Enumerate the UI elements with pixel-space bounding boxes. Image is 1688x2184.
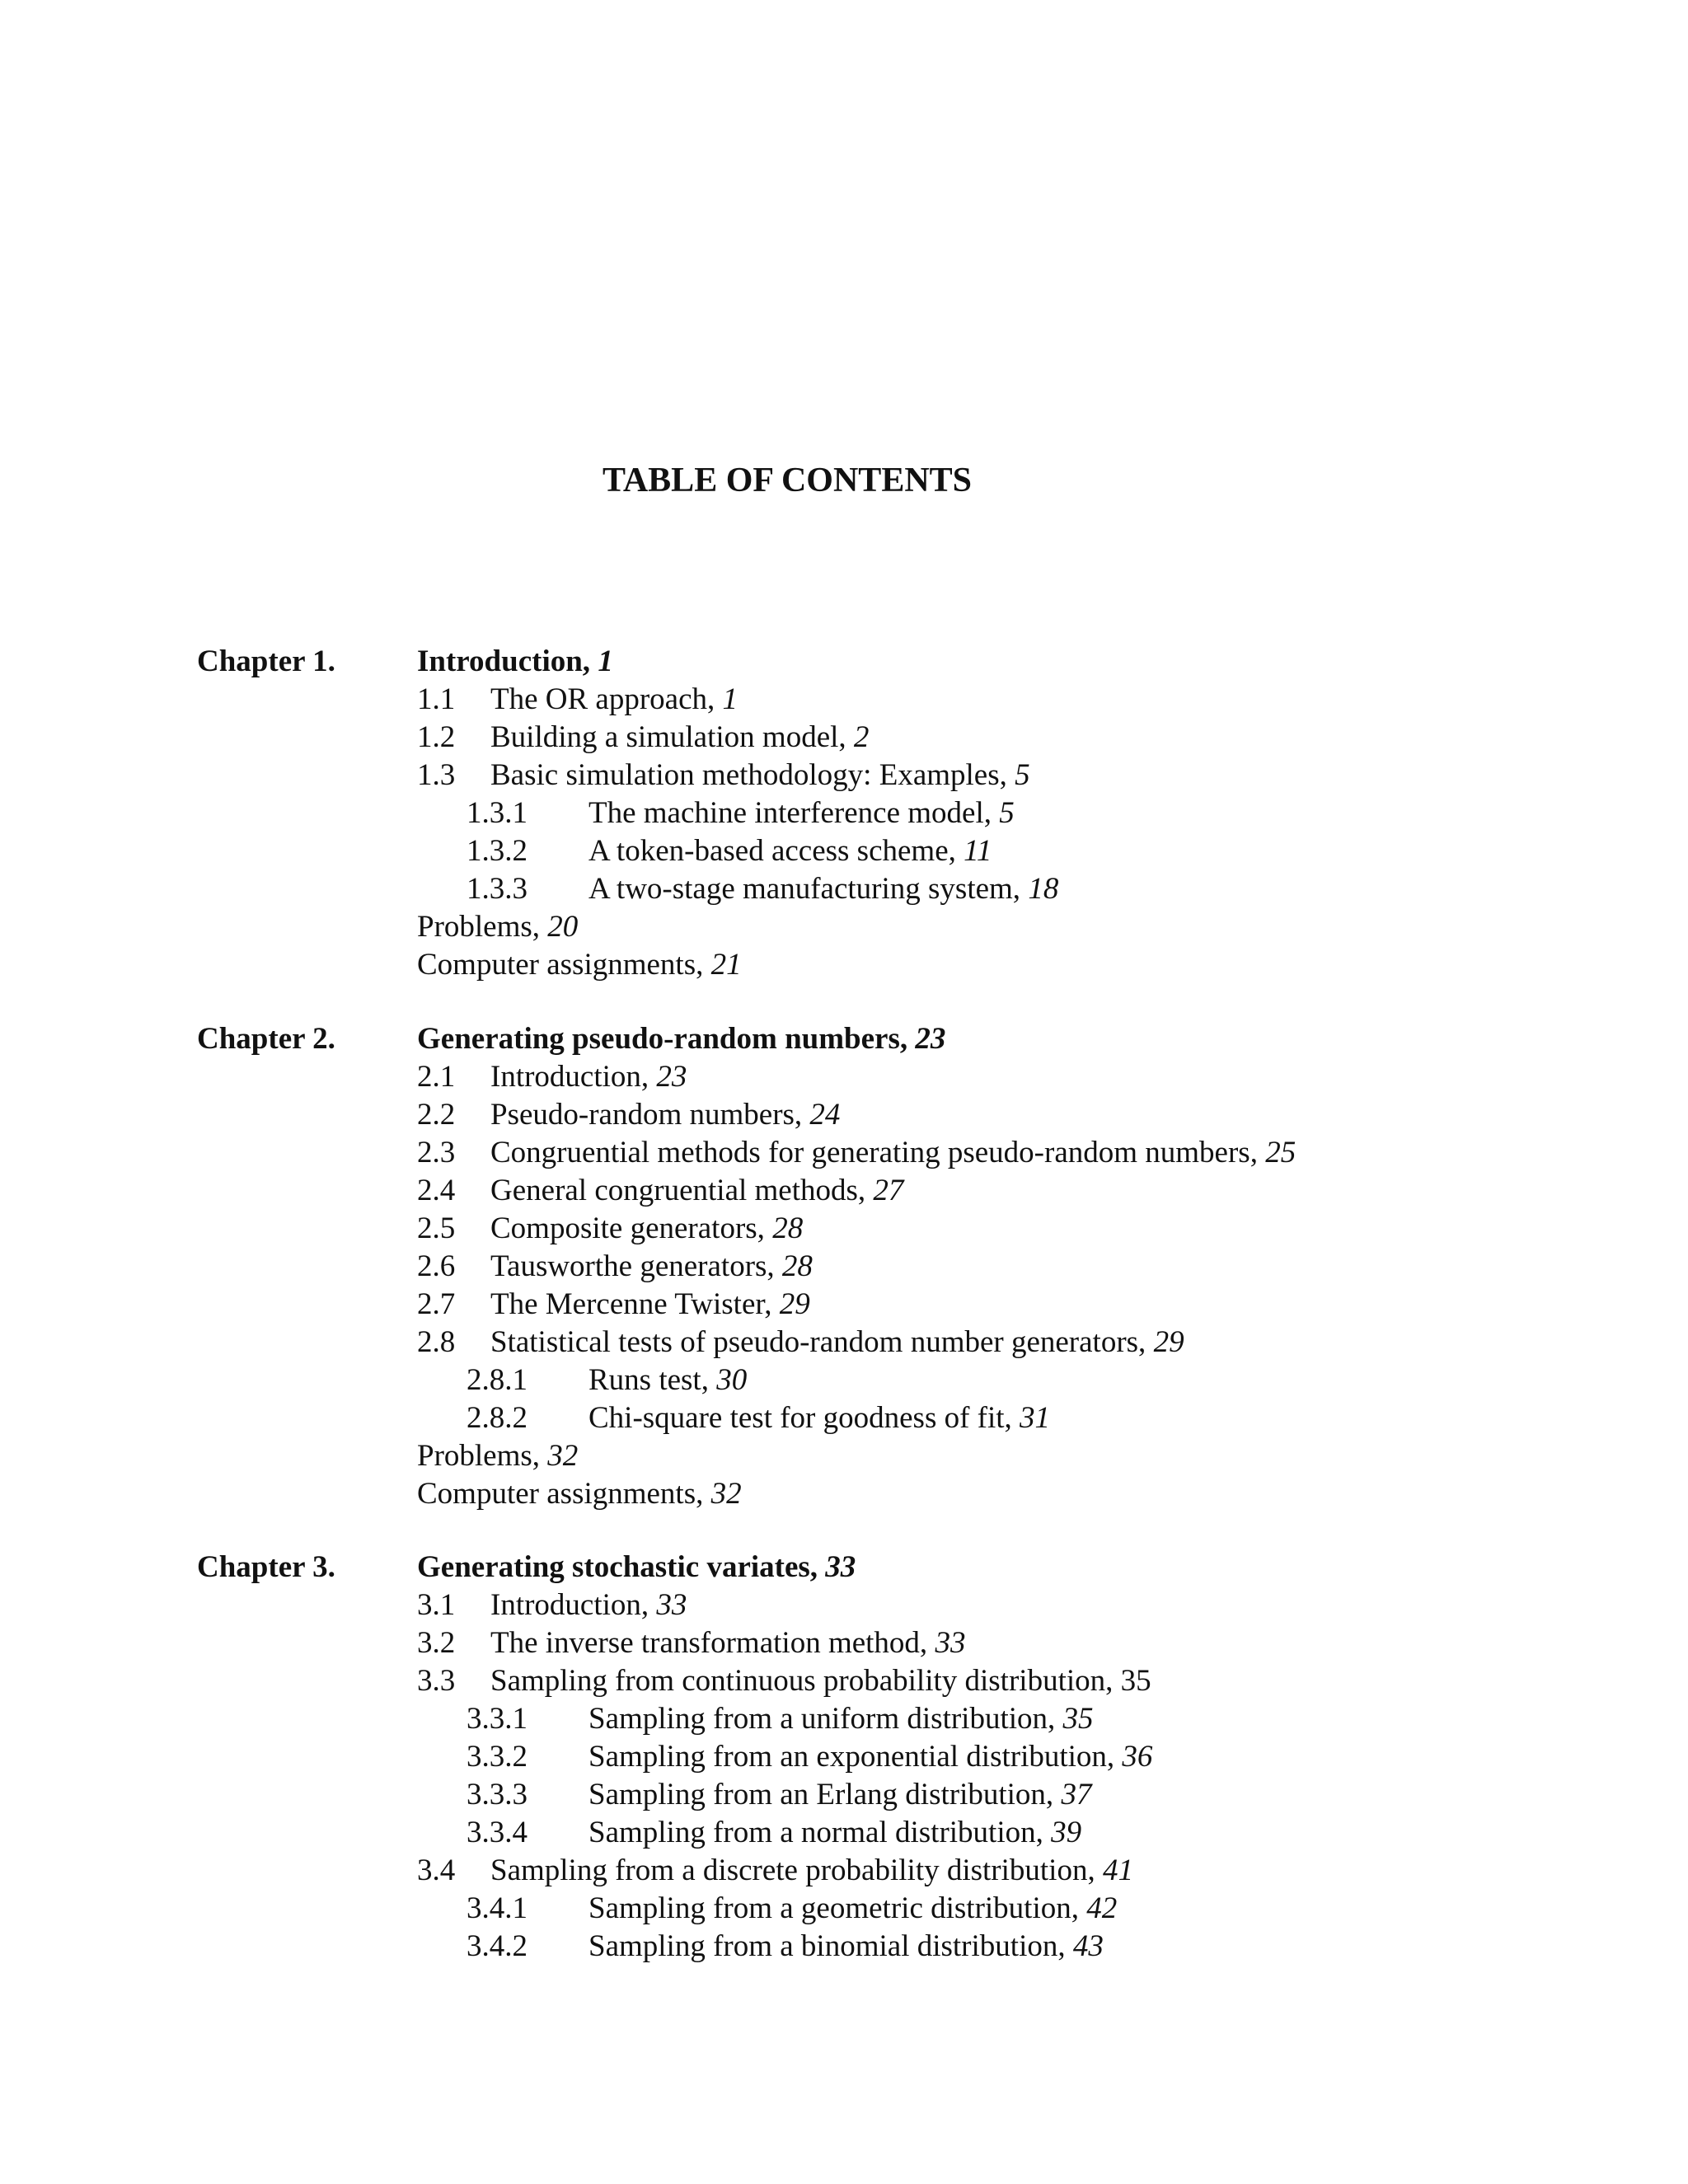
section-number: 3.3.1	[467, 1702, 528, 1736]
toc-entry[interactable]	[0, 1890, 1688, 1928]
toc-entry[interactable]	[0, 1776, 1688, 1814]
section-number: 2.8.1	[467, 1363, 528, 1397]
section-number: 1.3.2	[467, 834, 528, 868]
section-page-number: 30	[716, 1363, 748, 1397]
section-number: 1.3	[417, 758, 456, 792]
chapter-heading[interactable]	[0, 643, 1688, 681]
section-number: 2.8.2	[467, 1401, 528, 1435]
chapter-block	[0, 1549, 1688, 1966]
section-title[interactable]: Sampling from an Erlang distribution, 37	[588, 1778, 1092, 1811]
toc-entry[interactable]	[0, 681, 1688, 719]
section-title[interactable]: Computer assignments, 32	[417, 1477, 742, 1511]
section-number: 2.3	[417, 1136, 456, 1169]
section-page-number: 33	[656, 1588, 687, 1622]
section-number: 3.4.1	[467, 1891, 528, 1925]
section-page-number: 21	[710, 948, 742, 982]
section-title[interactable]: Sampling from a discrete probability distribution, 41	[490, 1854, 1133, 1887]
section-title[interactable]: Composite generators, 28	[490, 1212, 804, 1245]
section-page-number: 5	[999, 796, 1015, 830]
section-title[interactable]: Congruential methods for generating pseudo-random numbers, 25	[490, 1136, 1296, 1169]
section-title[interactable]: Sampling from a geometric distribution, 42	[588, 1891, 1118, 1925]
section-title[interactable]: Statistical tests of pseudo-random number generators, 29	[490, 1325, 1184, 1359]
toc-entry[interactable]	[0, 1361, 1688, 1399]
section-title[interactable]: Sampling from a uniform distribution, 35	[588, 1702, 1094, 1736]
section-page-number: 2	[853, 720, 870, 754]
section-title[interactable]: The inverse transformation method, 33	[490, 1626, 966, 1660]
section-title[interactable]: Pseudo-random numbers, 24	[490, 1098, 841, 1132]
section-page-number: 37	[1061, 1778, 1092, 1811]
chapter-heading-text[interactable]: Generating stochastic variates, 33	[417, 1550, 856, 1584]
section-number: 2.8	[417, 1325, 456, 1359]
section-title[interactable]: Tausworthe generators, 28	[490, 1249, 813, 1283]
section-number: 3.3.2	[467, 1740, 528, 1774]
toc-entry[interactable]	[0, 1058, 1688, 1096]
section-number: 2.2	[417, 1098, 456, 1132]
toc-entry[interactable]	[0, 1586, 1688, 1624]
chapter-page-number: 1	[598, 644, 613, 678]
section-page-number: 32	[710, 1477, 742, 1511]
toc-entry[interactable]	[0, 1437, 1688, 1475]
toc-entry[interactable]	[0, 870, 1688, 908]
section-title[interactable]: Sampling from continuous probability distribution, 35	[490, 1664, 1151, 1698]
section-page-number: 42	[1086, 1891, 1118, 1925]
section-title[interactable]: Problems, 20	[417, 910, 579, 944]
section-number: 1.1	[417, 682, 456, 716]
toc-entry[interactable]	[0, 757, 1688, 794]
section-title[interactable]: The machine interference model, 5	[588, 796, 1015, 830]
toc-entry[interactable]	[0, 1096, 1688, 1134]
section-number: 2.1	[417, 1060, 456, 1094]
section-title[interactable]: Introduction, 33	[490, 1588, 687, 1622]
section-title[interactable]: A token-based access scheme, 11	[588, 834, 992, 868]
section-number: 2.4	[417, 1174, 456, 1207]
toc-entry[interactable]	[0, 1624, 1688, 1662]
section-page-number: 28	[781, 1249, 813, 1283]
chapter-heading-text[interactable]: Generating pseudo-random numbers, 23	[417, 1022, 946, 1056]
page-title: TABLE OF CONTENTS	[602, 462, 973, 499]
toc-entry[interactable]	[0, 832, 1688, 870]
chapter-page-number: 23	[915, 1022, 946, 1056]
section-title[interactable]: Sampling from a normal distribution, 39	[588, 1816, 1082, 1849]
toc-entry[interactable]	[0, 1172, 1688, 1210]
section-page-number: 43	[1072, 1929, 1104, 1963]
section-title[interactable]: The OR approach, 1	[490, 682, 738, 716]
toc-entry[interactable]	[0, 908, 1688, 946]
section-number: 3.3.4	[467, 1816, 528, 1849]
chapter-label: Chapter 1.	[197, 644, 335, 678]
toc-entry[interactable]	[0, 946, 1688, 984]
chapter-page-number: 33	[825, 1550, 856, 1584]
section-page-number: 41	[1102, 1854, 1133, 1887]
toc-entry[interactable]	[0, 1738, 1688, 1776]
section-title[interactable]: Runs test, 30	[588, 1363, 748, 1397]
section-page-number: 27	[873, 1174, 904, 1207]
section-title[interactable]: A two-stage manufacturing system, 18	[588, 872, 1059, 906]
section-number: 2.5	[417, 1212, 456, 1245]
section-title[interactable]: Computer assignments, 21	[417, 948, 742, 982]
section-number: 3.2	[417, 1626, 456, 1660]
section-number: 3.4	[417, 1854, 456, 1887]
section-title[interactable]: Introduction, 23	[490, 1060, 687, 1094]
section-number: 3.3	[417, 1664, 456, 1698]
toc-entry[interactable]	[0, 1210, 1688, 1248]
section-page-number: 36	[1122, 1740, 1153, 1774]
section-title[interactable]: Sampling from an exponential distribution, 36	[588, 1740, 1153, 1774]
chapter-block	[0, 1020, 1688, 1513]
chapter-label: Chapter 2.	[197, 1022, 335, 1056]
section-title[interactable]: Chi-square test for goodness of fit, 31	[588, 1401, 1051, 1435]
section-title[interactable]: Building a simulation model, 2	[490, 720, 870, 754]
chapter-block	[0, 643, 1688, 984]
toc-entry[interactable]	[0, 1852, 1688, 1890]
chapter-heading[interactable]	[0, 1020, 1688, 1058]
section-page-number: 11	[964, 834, 992, 868]
toc-entry[interactable]	[0, 1399, 1688, 1437]
section-number: 2.7	[417, 1287, 456, 1321]
toc-entry[interactable]	[0, 1700, 1688, 1738]
chapter-heading[interactable]	[0, 1549, 1688, 1586]
section-page-number: 29	[1153, 1325, 1184, 1359]
section-number: 1.3.3	[467, 872, 528, 906]
section-number: 1.3.1	[467, 796, 528, 830]
section-page-number: 18	[1028, 872, 1059, 906]
toc-entry[interactable]	[0, 719, 1688, 757]
section-page-number: 39	[1051, 1816, 1082, 1849]
section-number: 2.6	[417, 1249, 456, 1283]
section-number: 3.1	[417, 1588, 456, 1622]
toc-entry[interactable]	[0, 1475, 1688, 1513]
toc-entry[interactable]	[0, 1928, 1688, 1966]
section-number: 3.3.3	[467, 1778, 528, 1811]
section-title[interactable]: General congruential methods, 27	[490, 1174, 904, 1207]
toc-entry[interactable]	[0, 1286, 1688, 1324]
chapter-heading-text[interactable]: Introduction, 1	[417, 644, 613, 678]
section-page-number: 31	[1020, 1401, 1051, 1435]
toc-entry[interactable]	[0, 1814, 1688, 1852]
section-page-number: 23	[656, 1060, 687, 1094]
section-page-number: 1	[722, 682, 738, 716]
toc-entry[interactable]	[0, 1248, 1688, 1286]
section-title[interactable]: Basic simulation methodology: Examples, 5	[490, 758, 1030, 792]
section-title[interactable]: Sampling from a binomial distribution, 43	[588, 1929, 1104, 1963]
toc-entry[interactable]	[0, 794, 1688, 832]
section-page-number: 5	[1015, 758, 1030, 792]
section-title[interactable]: The Mercenne Twister, 29	[490, 1287, 810, 1321]
section-number: 3.4.2	[467, 1929, 528, 1963]
chapter-label: Chapter 3.	[197, 1550, 335, 1584]
toc-entry[interactable]	[0, 1134, 1688, 1172]
section-page-number: 20	[547, 910, 579, 944]
section-page-number: 25	[1265, 1136, 1296, 1169]
section-page-number: 24	[809, 1098, 841, 1132]
section-number: 1.2	[417, 720, 456, 754]
section-page-number: 29	[779, 1287, 810, 1321]
section-page-number: 32	[547, 1439, 579, 1473]
section-page-number: 35	[1062, 1702, 1094, 1736]
section-title[interactable]: Problems, 32	[417, 1439, 579, 1473]
section-page-number: 33	[935, 1626, 966, 1660]
section-page-number: 35	[1120, 1664, 1151, 1698]
section-page-number: 28	[772, 1212, 804, 1245]
toc-entry[interactable]	[0, 1662, 1688, 1700]
toc-entry[interactable]	[0, 1324, 1688, 1361]
